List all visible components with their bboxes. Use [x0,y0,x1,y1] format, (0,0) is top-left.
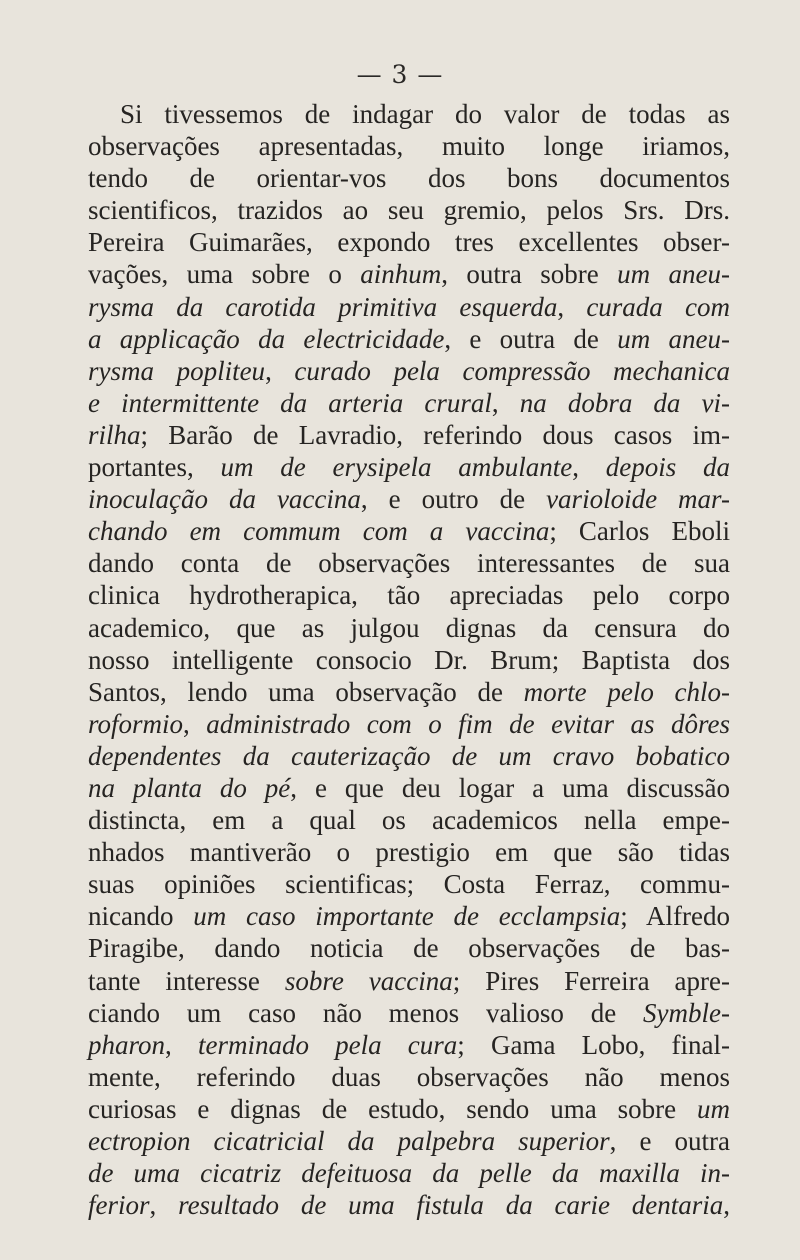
text-line: scientificos, trazidos ao seu gremio, pelos Srs. Drs. [88,195,730,226]
page-number: — 3 — [356,60,444,89]
text-line: dando conta de observações interessantes de sua [88,548,730,579]
text-line: Piragibe, dando noticia de observações de bas- [88,933,730,964]
text-line: vações, uma sobre o ainhum, outra sobre um aneu- [88,259,730,290]
text-line: e intermittente da arteria crural, na dobra da vi- [88,387,731,418]
text-line: curiosas e dignas de estudo, sendo uma sobre um [88,1093,730,1124]
text-line: academico, que as julgou dignas da censura do [88,612,730,643]
text-line: observações apresentadas, muito longe iriamos, [88,131,730,162]
text-line: tendo de orientar-vos dos bons documentos [88,163,730,194]
text-line: pharon, terminado pela cura; Gama Lobo, final- [88,1029,730,1060]
text-line: rilha; Barão de Lavradio, referindo dous casos im- [88,419,730,450]
text-line: mente, referindo duas observações não menos [88,1061,730,1092]
text-line: a applicação da electricidade, e outra de um aneu- [88,323,730,354]
text-line: na planta do pé, e que deu logar a uma discussão [88,772,730,803]
text-line: dependentes da cauterização de um cravo bobatico [88,740,730,771]
text-line: portantes, um de erysipela ambulante, depois da [88,452,730,483]
text-line: ciando um caso não menos valioso de Symble- [88,997,730,1028]
text-line: ferior, resultado de uma fistula da carie dentaria, [88,1190,731,1221]
text-line: chando em commum com a vaccina; Carlos Eboli [88,516,730,547]
text-line: nosso intelligente consocio Dr. Brum; Baptista dos [88,644,730,675]
text-line: nicando um caso importante de ecclampsia; Alfredo [88,901,730,932]
text-line: Pereira Guimarães, expondo tres excellentes obser- [88,227,730,258]
text-line: roformio, administrado com o fim de evitar as dôres [88,708,731,739]
text-line: Santos, lendo uma observação de morte pelo chlo- [88,676,731,707]
text-line: rysma popliteu, curado pela compressão mechanica [88,355,731,386]
text-line: distincta, em a qual os academicos nella empe- [88,805,730,836]
text-line: suas opiniões scientificas; Costa Ferraz, commu- [88,869,730,900]
text-line: de uma cicatriz defeituosa da pelle da maxilla in- [88,1158,730,1189]
text-line: rysma da carotida primitiva esquerda, curada com [88,291,731,322]
text-line: nhados mantiverão o prestigio em que são tidas [88,837,730,868]
text-line: Si tivessemos de indagar do valor de todas as [120,99,730,129]
text-line: inoculação da vaccina, e outro de varioloide mar- [88,484,731,515]
text-line: ectropion cicatricial da palpebra superior, e outra [88,1126,730,1156]
text-line: tante interesse sobre vaccina; Pires Ferreira apre- [88,965,730,996]
body-text [88,98,730,1221]
text-line: clinica hydrotherapica, tão apreciadas pelo corpo [88,580,730,611]
